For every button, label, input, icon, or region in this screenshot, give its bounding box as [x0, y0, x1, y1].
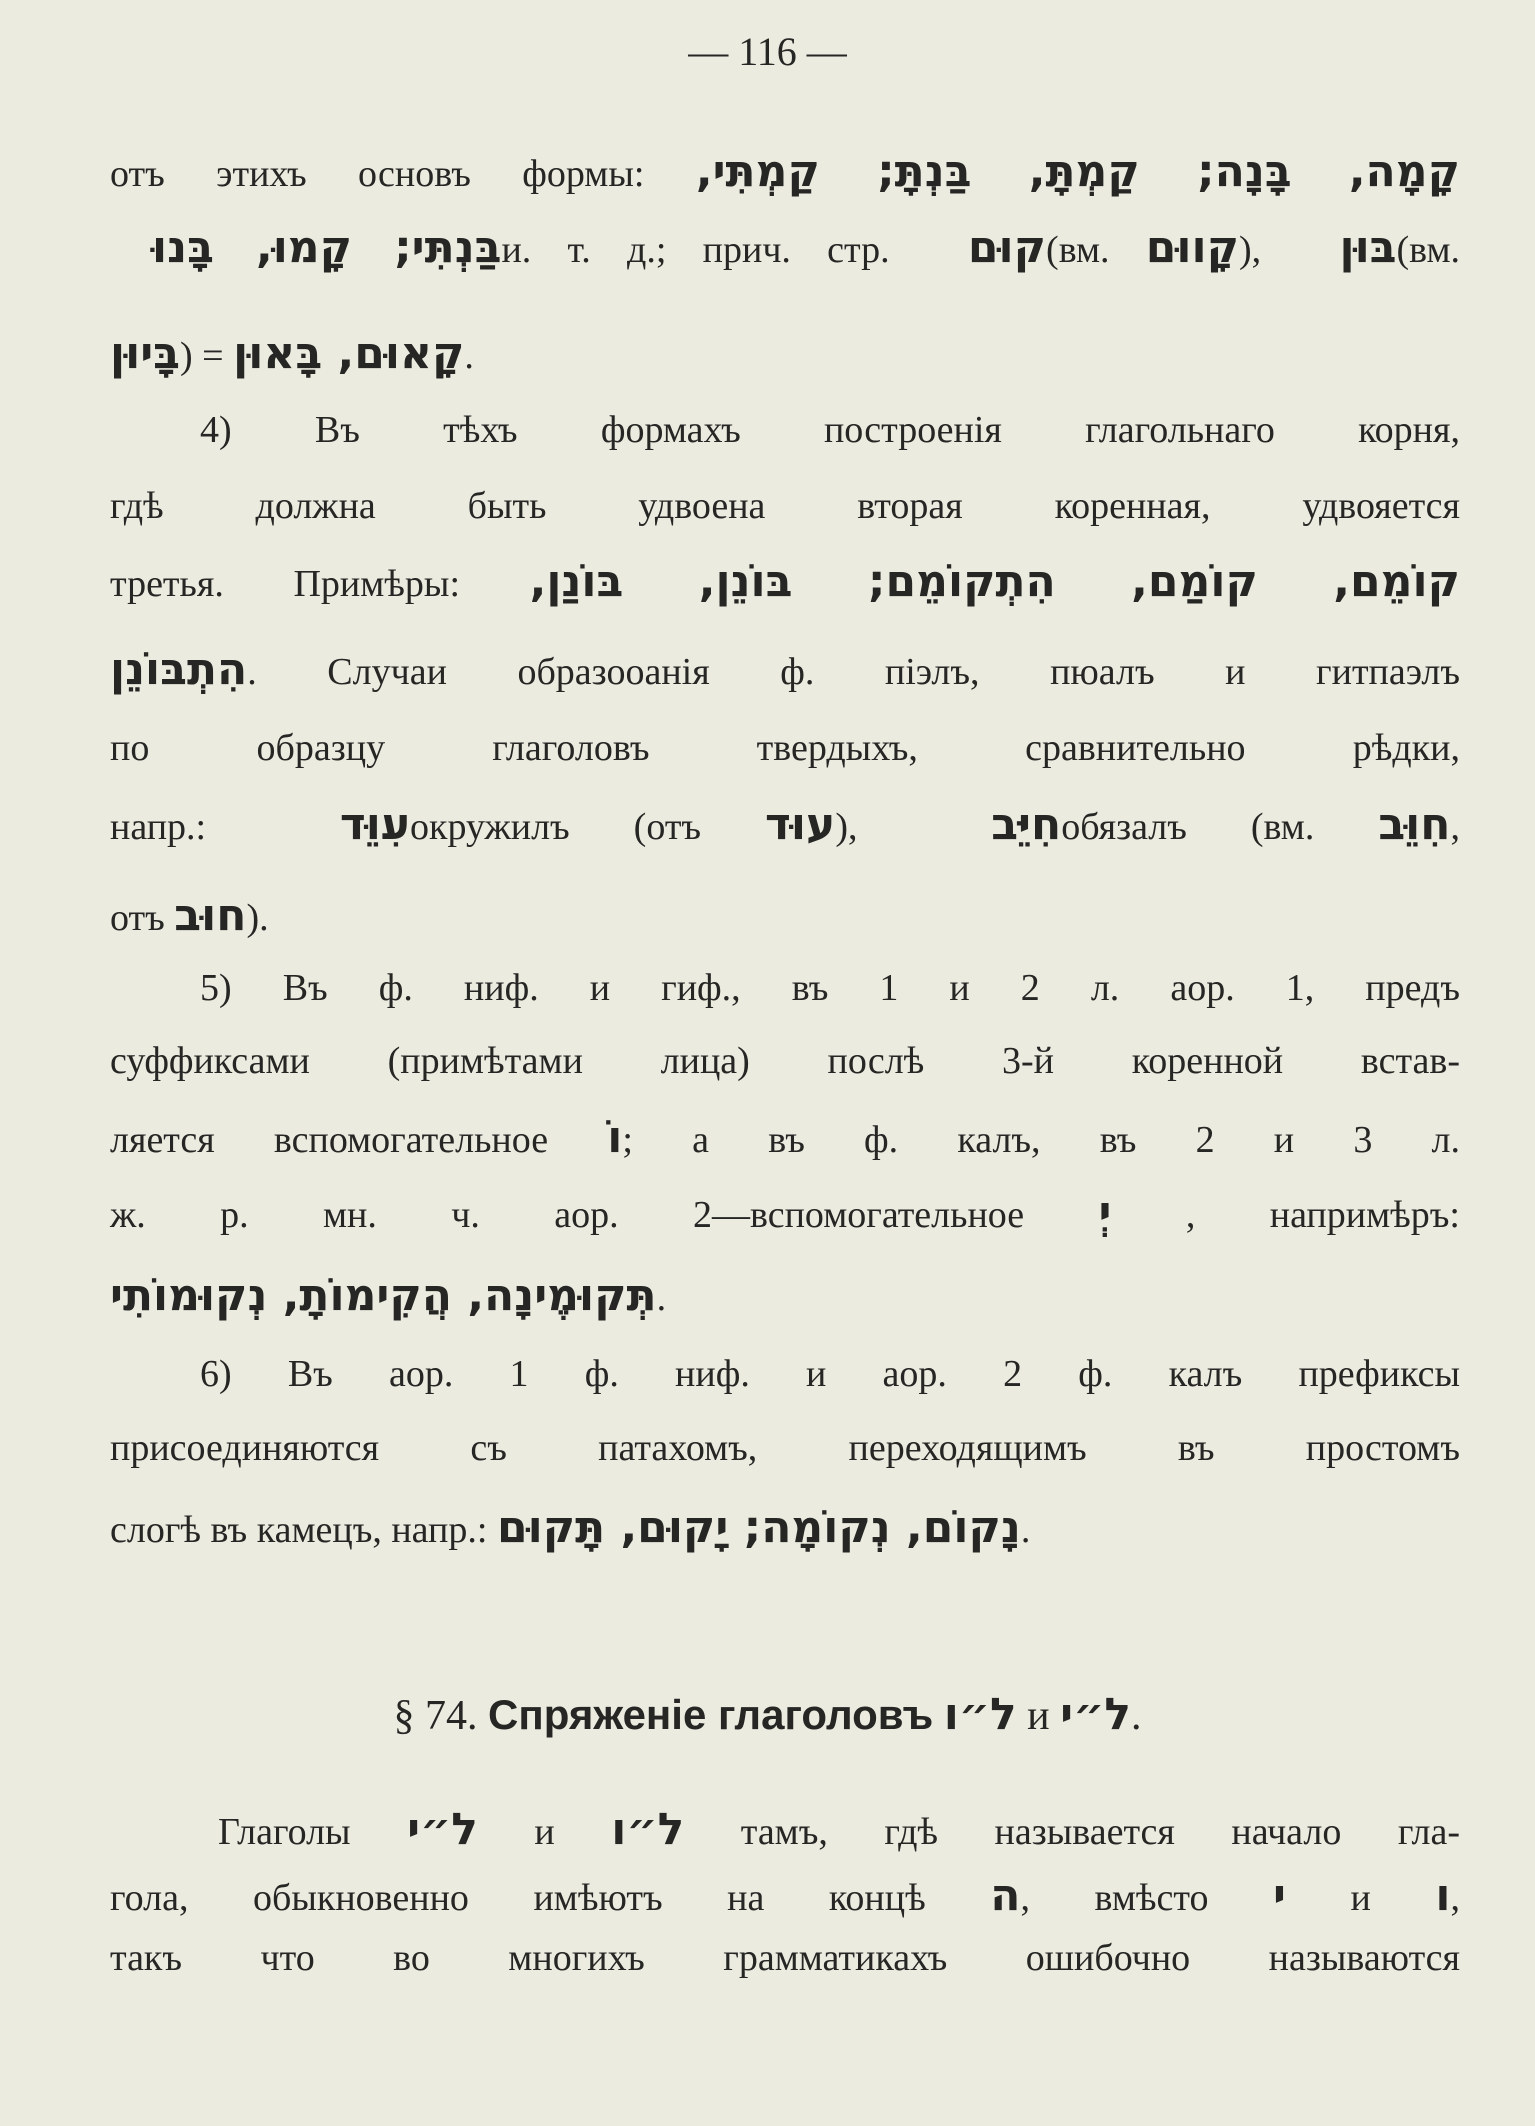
- text-fragment: и. т. д.; прич. стр.: [501, 229, 926, 271]
- hebrew-fragment: בּוּן: [1297, 222, 1397, 273]
- text-fragment: ).: [246, 897, 269, 939]
- hebrew-fragment: עִוֵּד: [270, 799, 411, 850]
- hebrew-fragment: קָאוּם, בָּאוּן: [233, 328, 465, 379]
- text-line: [218, 1800, 1460, 1862]
- hebrew-fragment: ה: [990, 1870, 1021, 1921]
- section-heading: [0, 1680, 1535, 1751]
- text-line: 5) Въ ф. ниф. и гиф., въ 1 и 2 л. аор. 1, предъ: [200, 967, 1460, 1009]
- text-fragment: отъ этихъ основъ формы:: [110, 153, 696, 195]
- page-number: — 116 —: [688, 29, 847, 74]
- text-fragment: (вм.: [1396, 229, 1461, 271]
- hebrew-fragment: ל״ו: [943, 1689, 1017, 1740]
- text-line: [110, 1266, 1460, 1328]
- hebrew-fragment: בָּיוּן: [110, 328, 180, 379]
- text-fragment: и: [1027, 1693, 1050, 1739]
- text-fragment: ,: [1450, 1877, 1460, 1919]
- text-line: [110, 1866, 1460, 1928]
- text-line: [110, 795, 1460, 857]
- text-line: [110, 142, 1460, 204]
- text-fragment: обязалъ (вм.: [1061, 806, 1379, 848]
- text-line: [110, 1498, 1460, 1560]
- text-fragment: и: [477, 1811, 612, 1853]
- text-line: 6) Въ аор. 1 ф. ниф. и аор. 2 ф. калъ префиксы: [200, 1353, 1460, 1395]
- text-fragment: и: [1285, 1877, 1436, 1919]
- text-fragment: , вмѣсто: [1020, 1877, 1274, 1919]
- hebrew-fragment: וֹ: [607, 1112, 623, 1163]
- hebrew-fragment: קוּם: [925, 222, 1047, 273]
- text-line: присоединяются съ патахомъ, переходящимъ въ простомъ: [110, 1427, 1460, 1469]
- hebrew-fragment: ל״ו: [611, 1804, 685, 1855]
- section-number: § 74.: [393, 1693, 478, 1739]
- text-line: [110, 218, 1460, 280]
- hebrew-fragment: תְּקוּמֶינָה, הֲקִימוֹתָ, נְקוּמוֹתִי: [110, 1270, 657, 1321]
- text-fragment: ляется вспомогательное: [110, 1119, 608, 1161]
- text-fragment: третья. Примѣры:: [110, 563, 530, 605]
- text-fragment: .: [464, 335, 474, 377]
- text-fragment: ,: [1450, 806, 1460, 848]
- text-fragment: гола, обыкновенно имѣютъ на концѣ: [110, 1877, 991, 1919]
- text-line: суффиксами (примѣтами лица) послѣ 3-й коренной встав-: [110, 1040, 1460, 1082]
- text-fragment: .: [1020, 1509, 1031, 1551]
- hebrew-fragment: נָקוֹם, נְקוֹמָה; יָקוּם, תָּקוּם: [496, 1502, 1021, 1553]
- text-fragment: напр.:: [110, 806, 271, 848]
- text-fragment: тамъ, гдѣ называется начало гла-: [684, 1811, 1460, 1853]
- section-title: Спряженіе глаголовъ: [488, 1691, 934, 1738]
- text-line: 4) Въ тѣхъ формахъ построенія глагольнаго корня,: [200, 409, 1460, 451]
- text-line: [110, 552, 1460, 614]
- text-fragment: Глаголы: [218, 1811, 408, 1853]
- hebrew-fragment: י: [1273, 1870, 1286, 1921]
- hebrew-fragment: בַּנְתִּי; קָמוּ, בָּנוּ: [110, 222, 502, 273]
- hebrew-fragment: חוּב: [174, 890, 247, 941]
- text-fragment: .: [656, 1277, 667, 1319]
- text-fragment: ),: [835, 806, 922, 848]
- text-fragment: слогѣ въ камецъ, напр.:: [110, 1509, 497, 1551]
- hebrew-fragment: קוֹמֵם, קוֹמַם, הִתְקוֹמֵם; בּוֹנֵן, בּוֹנַן,: [529, 556, 1461, 607]
- text-line: такъ что во многихъ грамматикахъ ошибочно называются: [110, 1937, 1460, 1979]
- text-fragment: ),: [1239, 229, 1298, 271]
- text-line: по образцу глаголовъ твердыхъ, сравнительно рѣдки,: [110, 727, 1460, 769]
- text-line: [110, 886, 1460, 948]
- hebrew-fragment: ל״י: [1060, 1689, 1131, 1740]
- text-fragment: ) =: [180, 335, 234, 377]
- text-fragment: . Случаи образооанія ф. піэлъ, пюалъ и гитпаэлъ: [247, 651, 1460, 693]
- text-line: [110, 1183, 1460, 1245]
- text-fragment: ; а въ ф. калъ, въ 2 и 3 л.: [622, 1119, 1460, 1161]
- hebrew-fragment: ו: [1435, 1870, 1451, 1921]
- text-fragment: .: [1130, 1693, 1142, 1739]
- text-line: гдѣ должна быть удвоена вторая коренная, удвояется: [110, 485, 1460, 527]
- text-line: [110, 640, 1460, 702]
- hebrew-fragment: הִתְבּוֹנֵן: [110, 644, 248, 695]
- hebrew-fragment: ל״י: [407, 1804, 478, 1855]
- hebrew-fragment: יְ: [1098, 1187, 1112, 1238]
- text-fragment: окружилъ (отъ: [410, 806, 766, 848]
- text-fragment: ж. р. мн. ч. аор. 2—вспомогательное: [110, 1194, 1099, 1236]
- text-fragment: (вм.: [1046, 229, 1146, 271]
- hebrew-fragment: קָמָה, בָּנָה; קַמְתָּ, בַּנְתָּ; קַמְתִּי,: [695, 146, 1461, 197]
- hebrew-fragment: חִוֵּב: [1378, 799, 1451, 850]
- hebrew-fragment: קָווּם: [1145, 222, 1240, 273]
- text-fragment: отъ: [110, 897, 175, 939]
- text-line: [110, 1108, 1460, 1170]
- text-fragment: , напримѣръ:: [1111, 1194, 1460, 1236]
- text-line: [110, 324, 1460, 386]
- hebrew-fragment: עוּד: [765, 799, 836, 850]
- hebrew-fragment: חִיֵּב: [921, 799, 1062, 850]
